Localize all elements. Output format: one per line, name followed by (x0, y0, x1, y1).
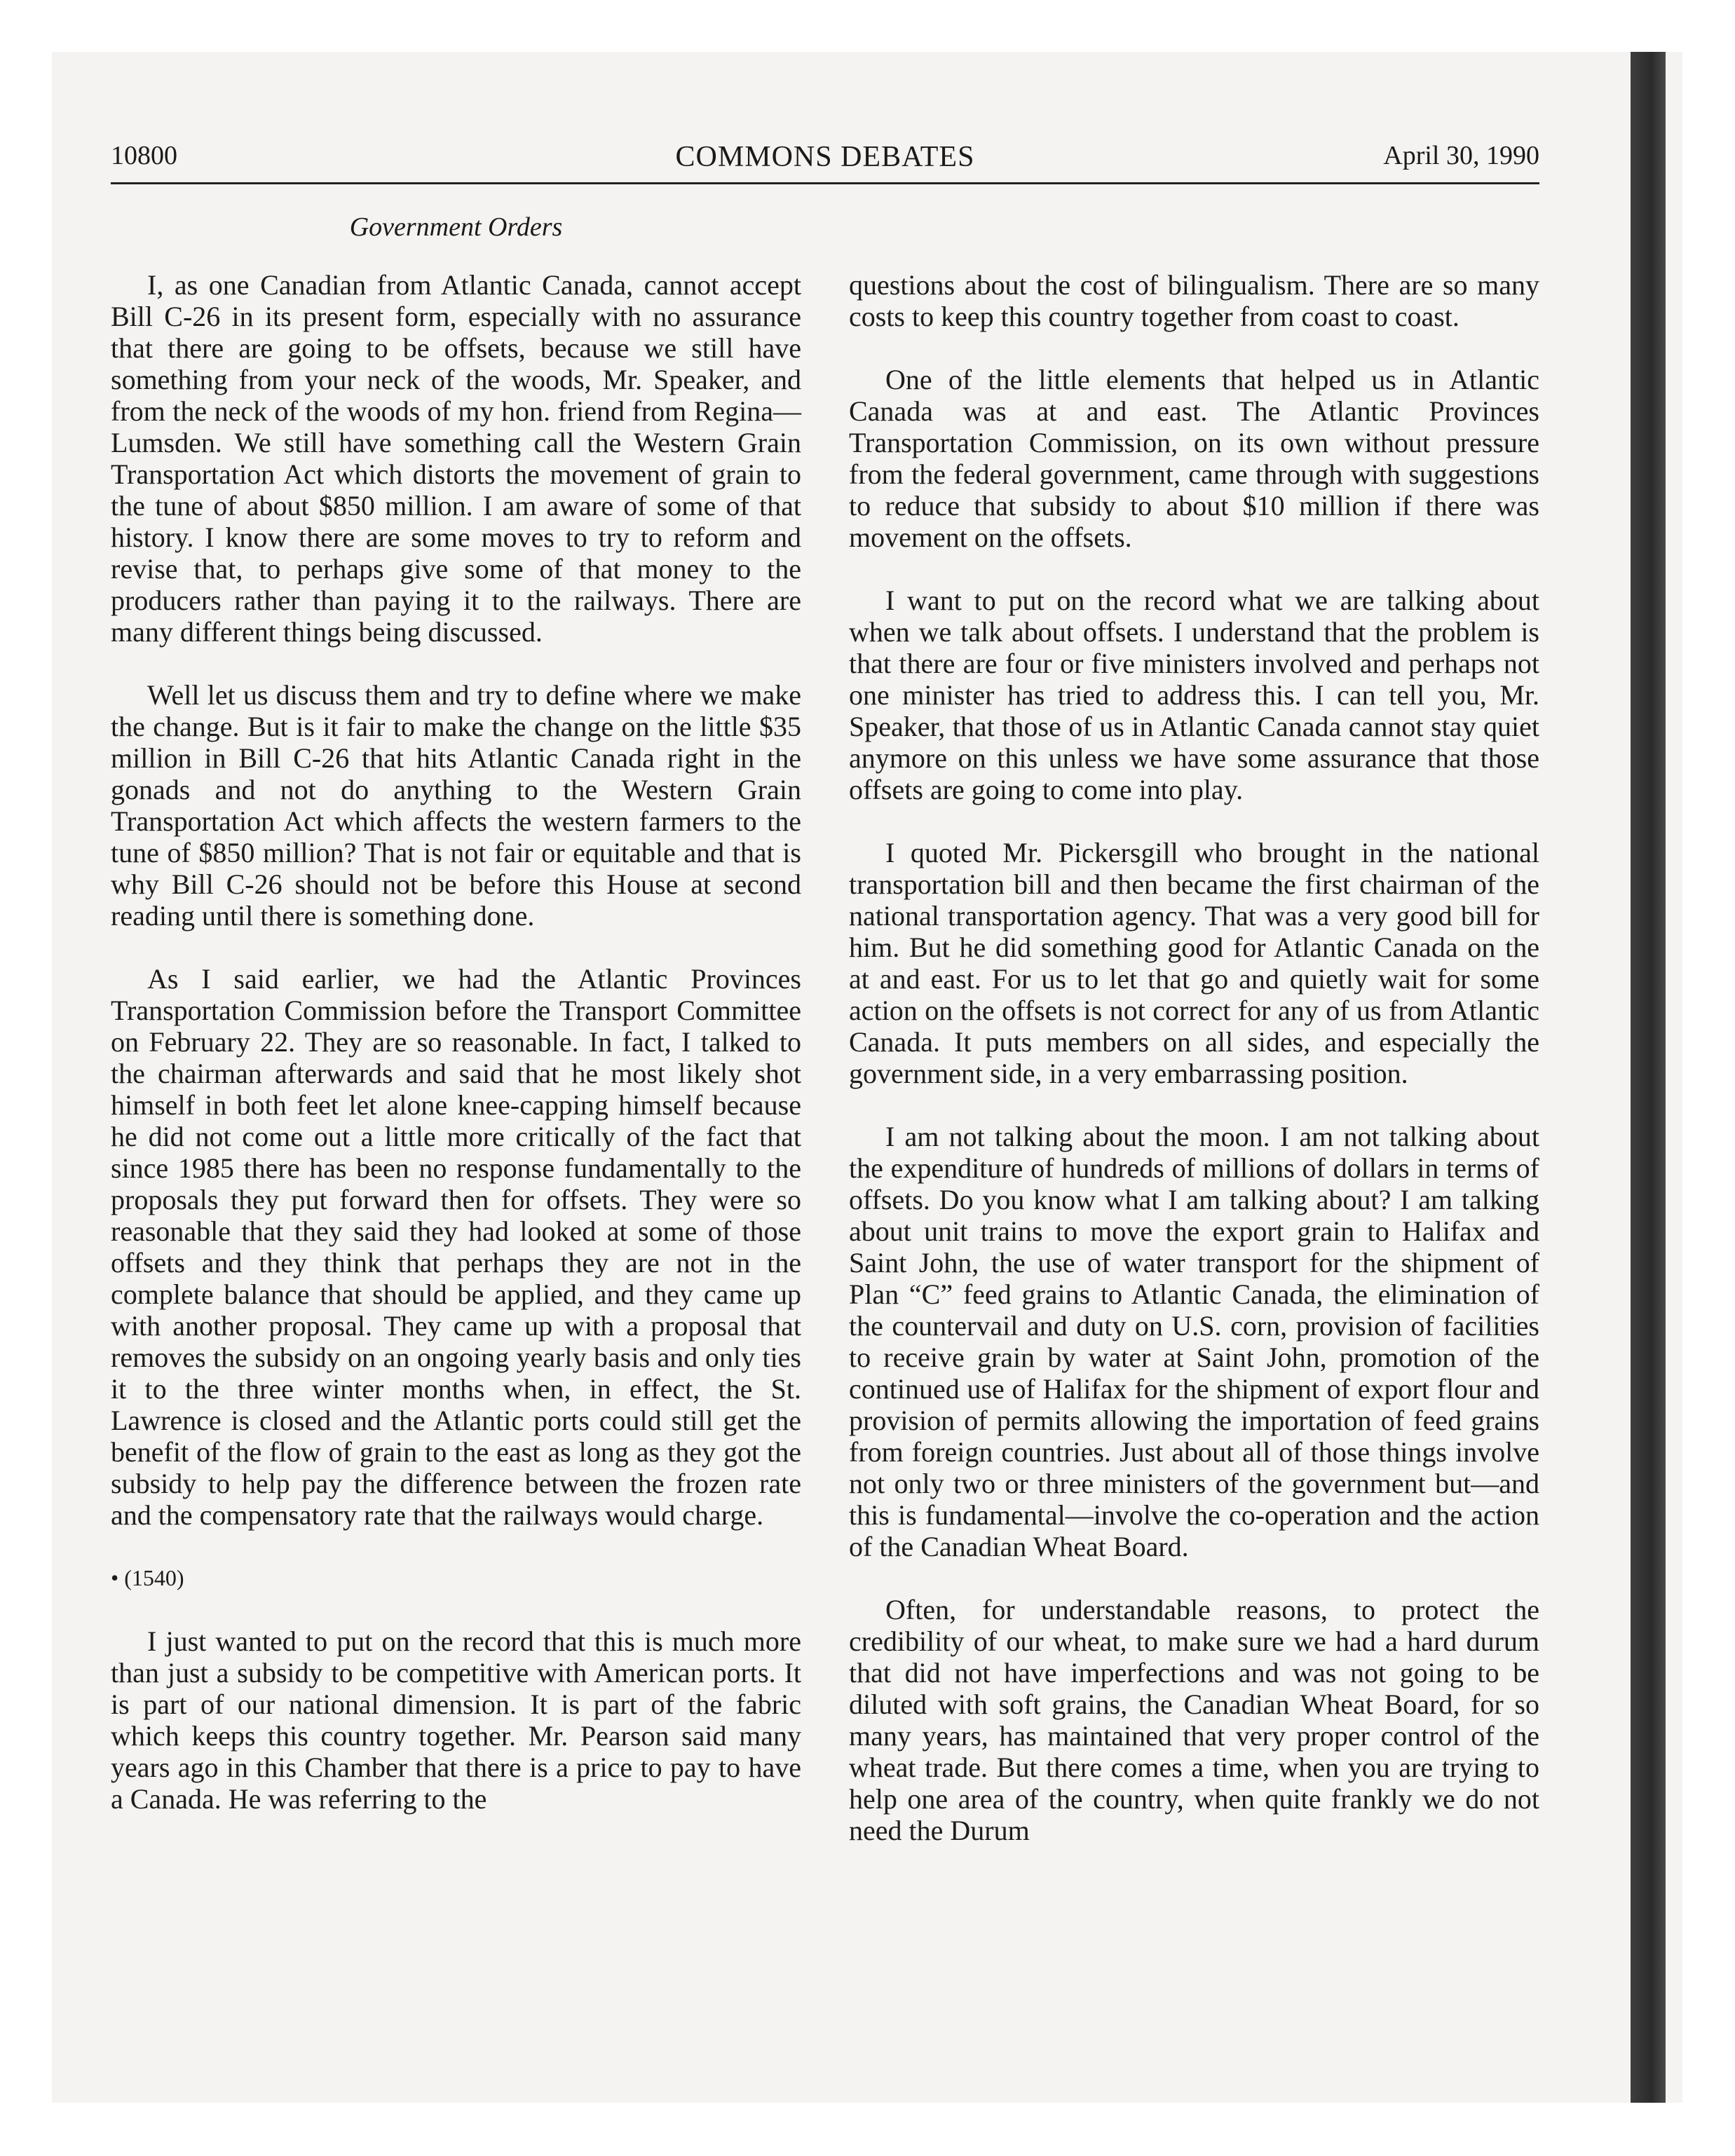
scan-edge-shadow (1631, 52, 1666, 2103)
paragraph: One of the little elements that helped us in Atlantic Canada was at and east. The Atlantic Provinces Transportation Commission, on its own without pressure from the federal government, came through with suggestions to reduce that subsidy to about $10 million if there was movement on the offsets. (849, 364, 1539, 553)
paragraph: I want to put on the record what we are talking about when we talk about offsets. I understand that the problem is that there are four or five ministers involved and perhaps not one minister has tried to address this. I can tell you, Mr. Speaker, that those of us in Atlantic Canada cannot stay quiet anymore on this unless we have some assurance that those offsets are going to come into play. (849, 585, 1539, 805)
paragraph: As I said earlier, we had the Atlantic Provinces Transportation Commission before the Transport Committee on February 22. They are so reasonable. In fact, I talked to the chairman afterwards and said that he most likely shot himself in both feet let alone knee-capping himself because he did not come out a little more critically of the fact that since 1985 there has been no response fundamentally to the proposals they put forward then for offsets. They were so reasonable that they said they had looked at some of those offsets and they think that perhaps they are not in the complete balance that should be applied, and they came up with another proposal. They came up with a proposal that removes the subsidy on an ongoing yearly basis and only ties it to the three winter months when, in effect, the St. Lawrence is closed and the Atlantic ports could still get the benefit of the flow of grain to the east as long as they got the subsidy to help pay the difference between the frozen rate and the compensatory rate that the railways would charge. (111, 963, 801, 1531)
left-column (111, 269, 801, 1846)
time-marker: • (1540) (111, 1565, 184, 1590)
page-number: 10800 (111, 141, 177, 170)
paragraph: I quoted Mr. Pickersgill who brought in the national transportation bill and then became the first chairman of the national transportation agency. That was a very good bill for him. But he did something good for Atlantic Canada on the at and east. For us to let that go and quietly wait for some action on the offsets is not correct for any of us from Atlantic Canada. It puts members on all sides, and especially the government side, in a very embarrassing position. (849, 837, 1539, 1089)
paragraph: I, as one Canadian from Atlantic Canada, cannot accept Bill C-26 in its present form, especially with no assurance that there are going to be offsets, because we still have something from your neck of the woods, Mr. Speaker, and from the neck of the woods of my hon. friend from Regina—Lumsden. We still have something call the Western Grain Transportation Act which distorts the movement of grain to the tune of about $850 million. I am aware of some of that history. I know there are some moves to try to reform and revise that, to perhaps give some of that money to the producers rather than paying it to the railways. There are many different things being discussed. (111, 269, 801, 648)
paragraph: Well let us discuss them and try to define where we make the change. But is it fair to make the change on the little $35 million in Bill C-26 that hits Atlantic Canada right in the gonads and not do anything to the Western Grain Transportation Act which affects the western farmers to the tune of $850 million? That is not fair or equitable and that is why Bill C-26 should not be before this House at second reading until there is something done. (111, 679, 801, 932)
continuation-paragraph: questions about the cost of bilingualism. There are so many costs to keep this country together from coast to coast. (849, 269, 1539, 332)
section-heading: Government Orders (349, 212, 563, 242)
paragraph: I am not talking about the moon. I am not talking about the expenditure of hundreds of millions of dollars in terms of offsets. Do you know what I am talking about? I am talking about unit trains to move the export grain to Halifax and Saint John, the use of water transport for the shipment of Plan “C” feed grains to Atlantic Canada, the elimination of the countervail and duty on U.S. corn, provision of facilities to receive grain by water at Saint John, promotion of the continued use of Halifax for the shipment of export flour and provision of permits allowing the importation of feed grains from foreign countries. Just about all of those things involve not only two or three ministers of the government but—and this is fundamental—involve the co-operation and the action of the Canadian Wheat Board. (849, 1121, 1539, 1562)
paragraph: Often, for understandable reasons, to protect the credibility of our wheat, to make sure we had a hard durum that did not have imperfections and was not going to be diluted with soft grains, the Canadian Wheat Board, for so many years, has maintained that very proper control of the wheat trade. But there comes a time, when you are trying to help one area of the country, when quite frankly we do not need the Durum (849, 1594, 1539, 1846)
header-date: April 30, 1990 (1383, 141, 1539, 170)
publication-title: COMMONS DEBATES (675, 141, 975, 173)
header-divider (111, 182, 1539, 184)
page-header (111, 140, 1539, 182)
paragraph: I just wanted to put on the record that this is much more than just a subsidy to be competitive with American ports. It is part of our national dimension. It is part of the fabric which keeps this country together. Mr. Pearson said many years ago in this Chamber that there is a price to pay to have a Canada. He was referring to the (111, 1625, 801, 1815)
right-column (849, 269, 1539, 1878)
